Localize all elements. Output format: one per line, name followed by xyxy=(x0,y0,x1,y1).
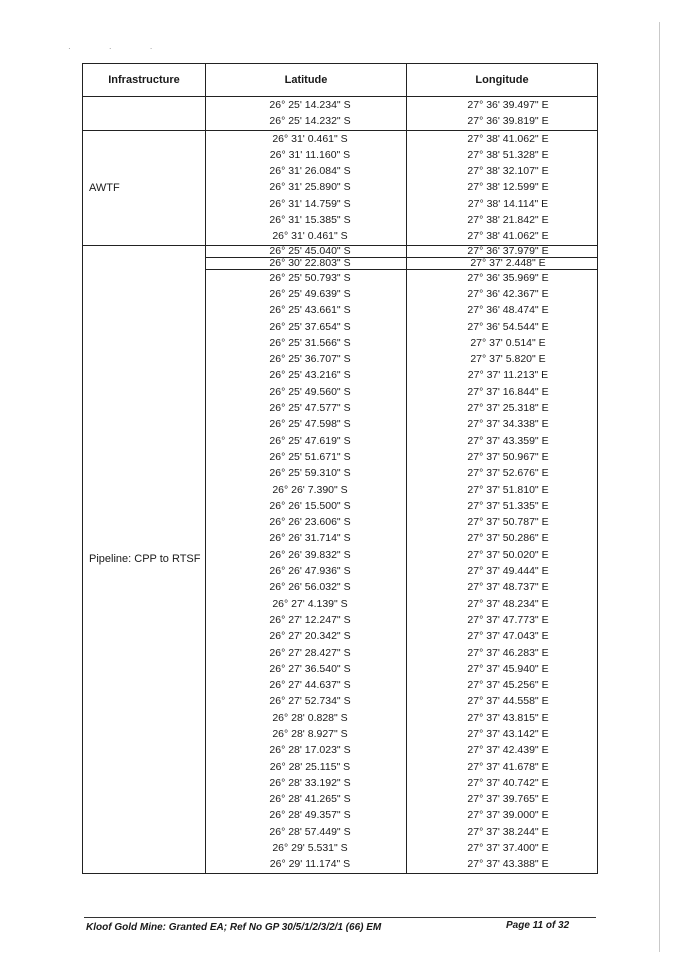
table-row xyxy=(83,97,598,131)
longitude-value: 27° 37' 50.787" E xyxy=(467,516,549,529)
longitude-value: 27° 37' 50.020" E xyxy=(467,548,549,561)
longitude-value: 27° 37' 38.244" E xyxy=(467,825,549,838)
footer-reference: Kloof Gold Mine: Granted EA; Ref No GP 30/5/1/2/3/2/1 (66) EM xyxy=(86,922,382,933)
table-body xyxy=(83,97,598,874)
longitude-value: 27° 37' 48.234" E xyxy=(467,597,549,610)
longitude-value: 27° 36' 54.544" E xyxy=(467,320,549,333)
longitude-value: 27° 37' 2.448" E xyxy=(470,256,546,269)
footer-rule xyxy=(84,917,596,918)
latitude-value: 26° 28' 0.828" S xyxy=(272,711,348,724)
header-latitude: Latitude xyxy=(206,64,407,97)
longitude-value: 27° 36' 42.367" E xyxy=(467,287,549,300)
latitude-value: 26° 31' 0.461" S xyxy=(272,230,348,243)
latitude-value: 26° 26' 47.936" S xyxy=(269,565,351,578)
longitude-value: 27° 37' 39.765" E xyxy=(467,793,549,806)
latitude-value: 26° 27' 20.342" S xyxy=(269,630,351,643)
longitude-value: 27° 37' 52.676" E xyxy=(467,467,549,480)
longitude-value: 27° 38' 12.599" E xyxy=(467,181,549,194)
latitude-value: 26° 28' 17.023" S xyxy=(269,744,351,757)
longitude-value: 27° 37' 43.815" E xyxy=(467,711,549,724)
header-longitude: Longitude xyxy=(407,64,598,97)
table-row xyxy=(83,245,598,257)
latitude-value: 26° 25' 14.234" S xyxy=(269,99,351,111)
longitude-value: 27° 37' 43.359" E xyxy=(467,434,549,447)
page-edge-line xyxy=(659,22,660,952)
latitude-value: 26° 31' 0.461" S xyxy=(272,132,348,145)
longitude-value: 27° 37' 47.773" E xyxy=(467,613,549,626)
longitude-value: 27° 37' 0.514" E xyxy=(470,336,546,349)
coordinates-table xyxy=(82,63,598,874)
longitude-cell xyxy=(407,269,598,873)
latitude-value: 26° 25' 36.707" S xyxy=(269,353,351,366)
scan-specks: · · · xyxy=(68,44,171,53)
longitude-value: 27° 37' 39.000" E xyxy=(467,809,549,822)
latitude-value: 26° 25' 49.639" S xyxy=(269,287,351,300)
footer-page-number: Page 11 of 32 xyxy=(506,920,570,931)
longitude-value: 27° 38' 51.328" E xyxy=(467,148,549,161)
latitude-value: 26° 29' 5.531" S xyxy=(272,842,348,855)
longitude-value: 27° 37' 37.400" E xyxy=(467,842,549,855)
longitude-value: 27° 37' 44.558" E xyxy=(467,695,549,708)
latitude-value: 26° 27' 28.427" S xyxy=(269,646,351,659)
latitude-value: 26° 31' 14.759" S xyxy=(269,197,351,210)
latitude-value: 26° 26' 56.032" S xyxy=(269,581,351,594)
longitude-value: 27° 37' 51.335" E xyxy=(467,499,549,512)
longitude-value: 27° 37' 47.043" E xyxy=(467,630,549,643)
latitude-value: 26° 25' 14.232" S xyxy=(269,115,351,128)
latitude-value: 26° 27' 36.540" S xyxy=(269,662,351,675)
header-infrastructure: Infrastructure xyxy=(83,64,206,97)
longitude-value: 27° 37' 42.439" E xyxy=(467,744,549,757)
table-row xyxy=(83,130,598,245)
longitude-value: 27° 36' 48.474" E xyxy=(467,304,549,317)
latitude-value: 26° 25' 31.566" S xyxy=(269,336,351,349)
latitude-value: 26° 29' 11.174" S xyxy=(269,858,351,871)
longitude-cell xyxy=(407,257,598,269)
latitude-value: 26° 25' 49.560" S xyxy=(269,385,351,398)
longitude-value: 27° 37' 46.283" E xyxy=(467,646,549,659)
longitude-value: 27° 37' 40.742" E xyxy=(467,776,549,789)
longitude-value: 27° 38' 32.107" E xyxy=(467,165,549,178)
infrastructure-name: Pipeline: CPP to RTSF xyxy=(83,245,206,873)
longitude-cell xyxy=(407,97,598,131)
latitude-value: 26° 31' 11.160" S xyxy=(269,148,351,161)
longitude-value: 27° 36' 39.497" E xyxy=(467,99,549,111)
latitude-value: 26° 25' 43.216" S xyxy=(269,369,351,382)
latitude-value: 26° 28' 33.192" S xyxy=(269,776,351,789)
longitude-value: 27° 36' 39.819" E xyxy=(467,115,549,128)
latitude-value: 26° 25' 47.598" S xyxy=(269,418,351,431)
longitude-value: 27° 37' 41.678" E xyxy=(467,760,549,773)
longitude-value: 27° 36' 35.969" E xyxy=(467,271,549,284)
longitude-value: 27° 37' 45.940" E xyxy=(467,662,549,675)
longitude-value: 27° 37' 50.286" E xyxy=(467,532,549,545)
longitude-value: 27° 36' 37.979" E xyxy=(467,244,549,257)
longitude-value: 27° 37' 43.388" E xyxy=(467,858,549,871)
latitude-value: 26° 26' 23.606" S xyxy=(269,516,351,529)
longitude-value: 27° 37' 34.338" E xyxy=(467,418,549,431)
latitude-value: 26° 26' 7.390" S xyxy=(272,483,348,496)
longitude-value: 27° 37' 16.844" E xyxy=(467,385,549,398)
longitude-value: 27° 37' 45.256" E xyxy=(467,679,549,692)
latitude-value: 26° 25' 37.654" S xyxy=(269,320,351,333)
latitude-value: 26° 26' 39.832" S xyxy=(269,548,351,561)
latitude-cell xyxy=(206,130,407,245)
longitude-value: 27° 37' 48.737" E xyxy=(467,581,549,594)
latitude-value: 26° 28' 41.265" S xyxy=(269,793,351,806)
latitude-value: 26° 25' 59.310" S xyxy=(269,467,351,480)
latitude-value: 26° 27' 44.637" S xyxy=(269,679,351,692)
table-header-row xyxy=(83,64,598,97)
longitude-value: 27° 37' 51.810" E xyxy=(467,483,549,496)
latitude-value: 26° 25' 47.577" S xyxy=(269,402,351,415)
latitude-value: 26° 30' 22.803" S xyxy=(269,256,351,269)
longitude-value: 27° 38' 14.114" E xyxy=(467,197,549,210)
longitude-value: 27° 37' 50.967" E xyxy=(467,450,549,463)
latitude-value: 26° 25' 47.619" S xyxy=(269,434,351,447)
infrastructure-name xyxy=(83,97,206,131)
infrastructure-name: AWTF xyxy=(83,130,206,245)
latitude-value: 26° 25' 51.671" S xyxy=(269,450,351,463)
latitude-value: 26° 25' 43.661" S xyxy=(269,304,351,317)
latitude-value: 26° 28' 8.927" S xyxy=(272,727,348,740)
latitude-cell xyxy=(206,245,407,257)
longitude-value: 27° 37' 49.444" E xyxy=(467,565,549,578)
longitude-value: 27° 38' 41.062" E xyxy=(467,230,549,243)
latitude-value: 26° 28' 49.357" S xyxy=(269,809,351,822)
longitude-value: 27° 37' 5.820" E xyxy=(470,353,546,366)
latitude-value: 26° 31' 25.890" S xyxy=(269,181,351,194)
latitude-value: 26° 31' 26.084" S xyxy=(269,165,351,178)
latitude-cell xyxy=(206,257,407,269)
latitude-value: 26° 25' 45.040" S xyxy=(269,244,351,257)
latitude-value: 26° 27' 12.247" S xyxy=(269,613,351,626)
longitude-cell xyxy=(407,130,598,245)
longitude-value: 27° 38' 41.062" E xyxy=(467,132,549,145)
longitude-cell xyxy=(407,245,598,257)
latitude-value: 26° 28' 57.449" S xyxy=(269,825,351,838)
longitude-value: 27° 37' 43.142" E xyxy=(467,727,549,740)
longitude-value: 27° 38' 21.842" E xyxy=(467,214,549,227)
latitude-value: 26° 25' 50.793" S xyxy=(269,271,351,284)
latitude-value: 26° 26' 31.714" S xyxy=(269,532,351,545)
latitude-value: 26° 31' 15.385" S xyxy=(269,214,351,227)
latitude-cell xyxy=(206,269,407,873)
latitude-cell xyxy=(206,97,407,131)
longitude-value: 27° 37' 25.318" E xyxy=(467,402,549,415)
latitude-value: 26° 27' 52.734" S xyxy=(269,695,351,708)
longitude-value: 27° 37' 11.213" E xyxy=(467,369,549,382)
latitude-value: 26° 28' 25.115" S xyxy=(269,760,351,773)
latitude-value: 26° 27' 4.139" S xyxy=(272,597,348,610)
latitude-value: 26° 26' 15.500" S xyxy=(269,499,351,512)
